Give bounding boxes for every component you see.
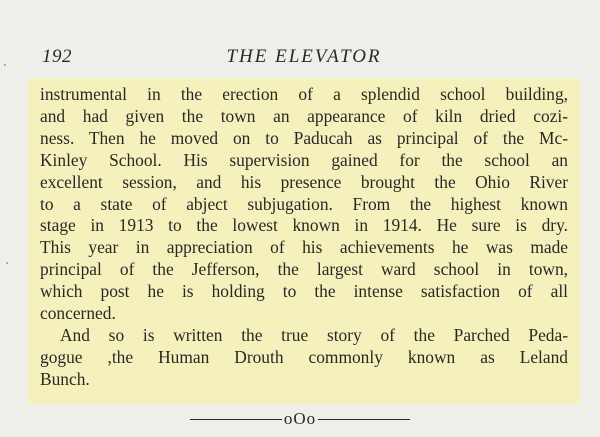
divider-rule-right (318, 419, 410, 420)
page-number: 192 (42, 46, 72, 67)
text-line: which post he is holding to the intense satisfaction of all (40, 281, 568, 302)
section-divider (0, 408, 600, 429)
running-title: THE ELEVATOR (226, 46, 382, 67)
text-line: This year in appreciation of his achievements he was made (40, 237, 568, 258)
text-line: And so is written the true story of the Parched Peda- (60, 324, 568, 345)
divider-rule-left (190, 419, 282, 420)
text-line: to a state of abject subjugation. From the highest known (40, 193, 568, 214)
text-line: stage in 1913 to the lowest known in 1914. He sure is dry. (40, 215, 568, 236)
text-line: excellent session, and his presence brought the Ohio River (40, 171, 568, 192)
text-line: ness. Then he moved on to Paducah as principal of the Mc- (40, 127, 568, 148)
page-header (40, 46, 568, 72)
article-body (40, 84, 568, 391)
divider-ornament: oOo (283, 409, 317, 429)
text-line: instrumental in the erection of a splendid school building, (40, 84, 568, 104)
paper-speck (6, 262, 8, 264)
text-line: Bunch. (40, 368, 90, 389)
text-line: principal of the Jefferson, the largest ward school in town, (40, 259, 568, 280)
text-line: gogue ,the Human Drouth commonly known as Leland (40, 346, 568, 367)
paper-speck (4, 64, 6, 66)
text-line: concerned. (40, 303, 116, 324)
text-line: Kinley School. His supervision gained for the school an (40, 149, 568, 170)
text-line: and had given the town an appearance of kiln dried cozi- (40, 105, 568, 126)
